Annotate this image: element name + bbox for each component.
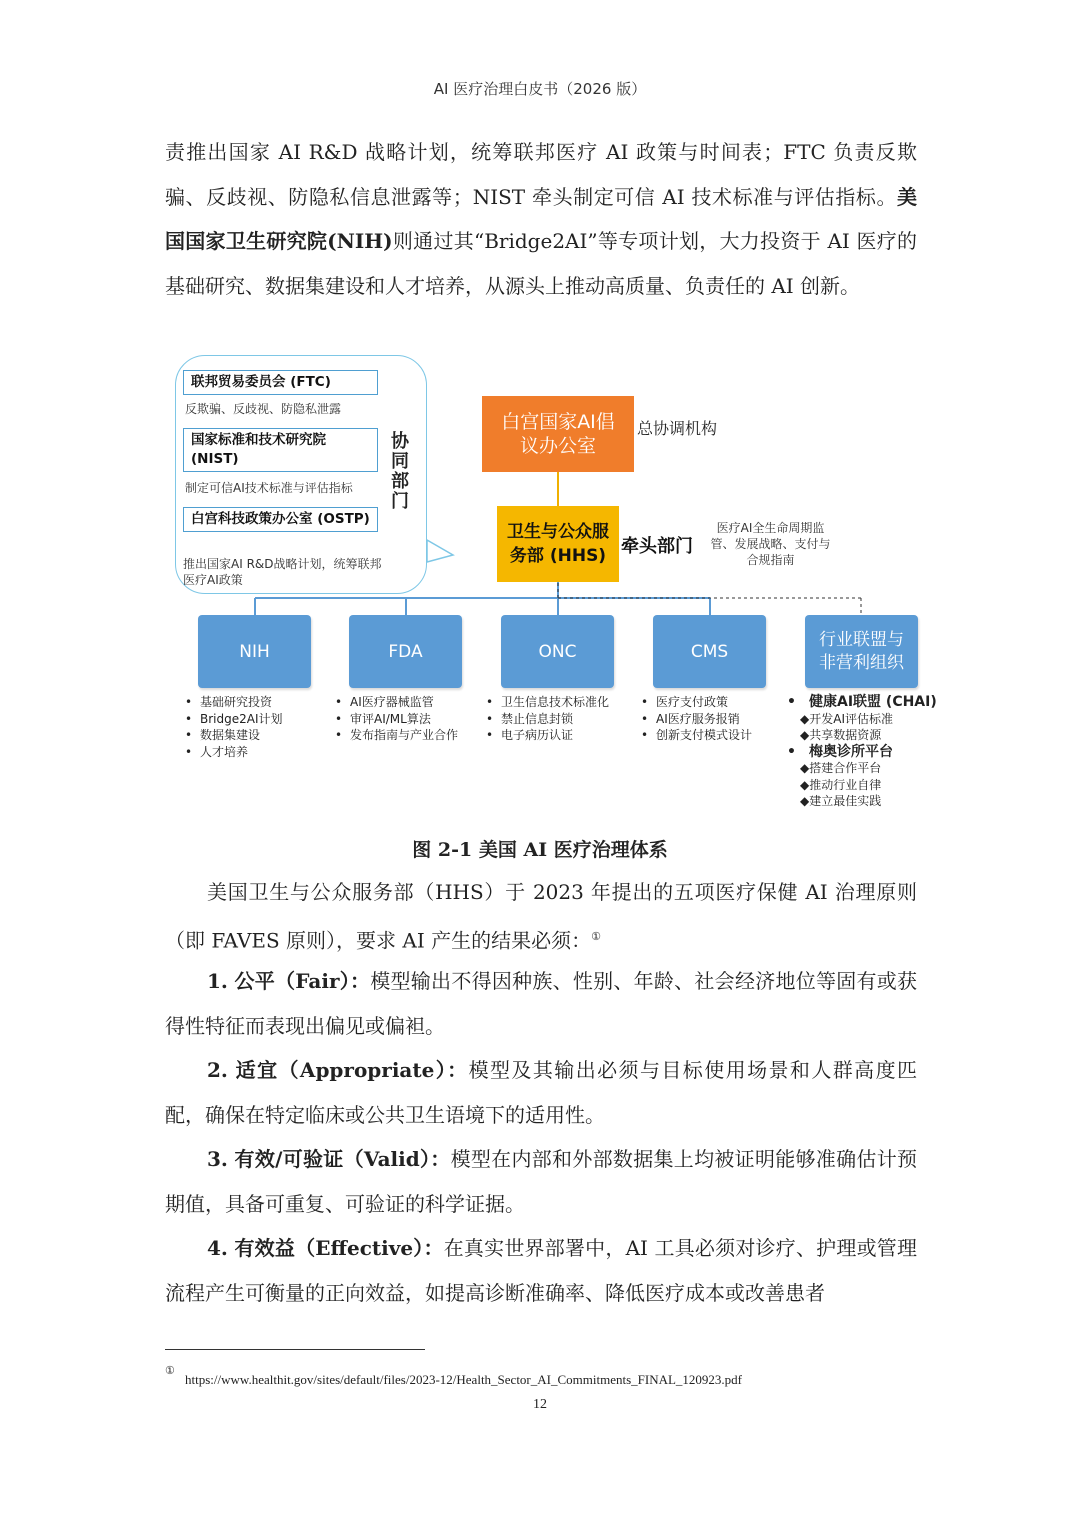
faves-item-4-num: 4. [207, 1236, 228, 1260]
hhs-role: 牵头部门 [621, 536, 693, 557]
unit-cms-list [641, 694, 752, 744]
agency-nist: 国家标准和技术研究院 (NIST) [183, 428, 378, 472]
footnote-divider [165, 1349, 425, 1350]
unit-nih-list [185, 694, 283, 760]
faves-item-3-text: 模型在内部和外部数据集上均被证明能够准确估计预期值，具备可重复、可验证的科学证据。 [165, 1147, 918, 1216]
list-item: • 创新支付模式设计 [641, 727, 752, 744]
faves-item-2-num: 2. [207, 1058, 228, 1082]
faves-item-2-text: 模型及其输出必须与目标使用场景和人群高度匹配，确保在特定临床或公共卫生语境下的适用性。 [165, 1058, 918, 1127]
bullet: ◆ [800, 777, 810, 792]
bullet: ◆ [800, 711, 810, 726]
list-item: • 人才培养 [185, 744, 283, 761]
bullet: • [787, 694, 796, 710]
list-item-text: 搭建合作平台 [809, 761, 882, 775]
alliance-org-2-name: 梅奥诊所平台 [809, 743, 893, 760]
bullet: ◆ [800, 794, 810, 808]
figure-caption: 图 2-1 美国 AI 医疗治理体系 [412, 839, 668, 861]
list-item: • 数据集建设 [185, 727, 283, 744]
list-item: • AI医疗服务报销 [641, 711, 752, 728]
faves-item-2-term: 适宜（Appropriate）： [235, 1058, 469, 1082]
unit-onc-list [486, 694, 609, 744]
unit-fda-list [335, 694, 458, 744]
list-item: • 发布指南与产业合作 [335, 727, 458, 744]
faves-item-3-num: 3. [207, 1147, 228, 1171]
faves-item-1-text: 模型输出不得因种族、性别、年龄、社会经济地位等固有或获得性特征而表现出偏见或偏袒。 [165, 969, 918, 1038]
intro-line-2: 则通过其“Bridge2AI”等专项计划，大力投资于 AI 医疗的基础研究、数据集建设和人才培养，从源头上推动高质量、负责任的 AI 创新。 [165, 229, 918, 298]
unit-onc: ONC [501, 615, 614, 688]
list-item [787, 777, 937, 794]
footnote-ref[interactable]: ① [591, 929, 601, 943]
intro-paragraph [165, 130, 917, 308]
agency-ostp: 白宫科技政策办公室 (OSTP) [183, 507, 378, 532]
bubble-tail [427, 540, 453, 562]
agency-nist-desc: 制定可信AI技术标准与评估指标 [185, 481, 353, 495]
footnote-url[interactable]: https://www.healthit.gov/sites/default/files/2023-12/Health_Sector_AI_Commitments_FINAL_120923.pdf [185, 1372, 743, 1387]
intro-line-1: 责推出国家 AI R&D 战略计划，统筹联邦医疗 AI 政策与时间表；FTC 负责反欺骗、反歧视、防隐私信息泄露等；NIST 牵头制定可信 AI 技术标准与评估指标。 [165, 140, 917, 209]
list-item: • 医疗支付政策 [641, 694, 752, 711]
governance-figure [165, 350, 955, 825]
faves-item-3 [165, 1137, 917, 1226]
list-item: • 审评AI/ML算法 [335, 711, 458, 728]
list-item: • 基础研究投资 [185, 694, 283, 711]
faves-item-3-term: 有效/可验证（Valid）： [234, 1147, 451, 1171]
running-header: AI 医疗治理白皮书（2026 版） [433, 80, 647, 98]
faves-item-4-text: 在真实世界部署中，AI 工具必须对诊疗、护理或管理流程产生可衡量的正向效益，如提高诊断准确率、降低医疗成本或改善患者 [165, 1236, 918, 1305]
whitehouse-office: 白宫国家AI倡议办公室 [482, 396, 634, 472]
faves-intro [165, 870, 917, 963]
footnote-mark: ① [165, 1364, 175, 1377]
faves-item-1-term: 公平（Fair）： [234, 969, 371, 993]
list-item-text: 共享数据资源 [809, 728, 882, 742]
faves-item-1 [165, 959, 917, 1048]
unit-fda: FDA [349, 615, 462, 688]
unit-nih: NIH [198, 615, 311, 688]
alliance-org-1-name: 健康AI联盟 (CHAI) [809, 694, 937, 710]
bullet: • [787, 743, 796, 760]
unit-cms: CMS [653, 615, 766, 688]
faves-item-2 [165, 1048, 917, 1137]
faves-item-4 [165, 1226, 917, 1315]
agency-ftc: 联邦贸易委员会 (FTC) [183, 370, 378, 395]
alliance-org-2 [787, 744, 937, 761]
coordination-title: 协同部门 [391, 431, 409, 512]
list-item: • 禁止信息封锁 [486, 711, 609, 728]
faves-item-1-num: 1. [207, 969, 228, 993]
list-item [787, 727, 937, 744]
alliance-org-1 [787, 694, 937, 711]
faves-item-4-term: 有效益（Effective）： [234, 1236, 444, 1260]
list-item: • 电子病历认证 [486, 727, 609, 744]
list-item: • 卫生信息技术标准化 [486, 694, 609, 711]
bullet: ◆ [800, 761, 810, 775]
agency-ftc-desc: 反欺骗、反歧视、防隐私泄露 [185, 402, 342, 416]
list-item-text: 推动行业自律 [809, 777, 882, 792]
hhs-box: 卫生与公众服务部 (HHS) [497, 506, 619, 582]
whitehouse-role: 总协调机构 [637, 419, 718, 438]
list-item-text: 建立最佳实践 [809, 794, 882, 808]
faves-intro-text: 美国卫生与公众服务部（HHS）于 2023 年提出的五项医疗保健 AI 治理原则（即 FAVES 原则），要求 AI 产生的结果必须： [165, 880, 917, 953]
list-item: • Bridge2AI计划 [185, 711, 283, 728]
bullet: ◆ [800, 728, 810, 742]
list-item [787, 793, 937, 810]
hhs-desc: 医疗AI全生命周期监管、发展战略、支付与合规指南 [710, 521, 831, 567]
page-number: 12 [533, 1397, 547, 1412]
list-item-text: 开发AI评估标准 [809, 711, 893, 726]
list-item: • AI医疗器械监管 [335, 694, 458, 711]
agency-ostp-desc: 推出国家AI R&D战略计划，统筹联邦医疗AI政策 [183, 557, 382, 587]
alliance-list [787, 694, 937, 810]
list-item [787, 760, 937, 777]
unit-alliance: 行业联盟与非营利组织 [805, 615, 918, 688]
nih-bold: 美国国家卫生研究院(NIH) [165, 184, 917, 253]
list-item [787, 711, 937, 728]
